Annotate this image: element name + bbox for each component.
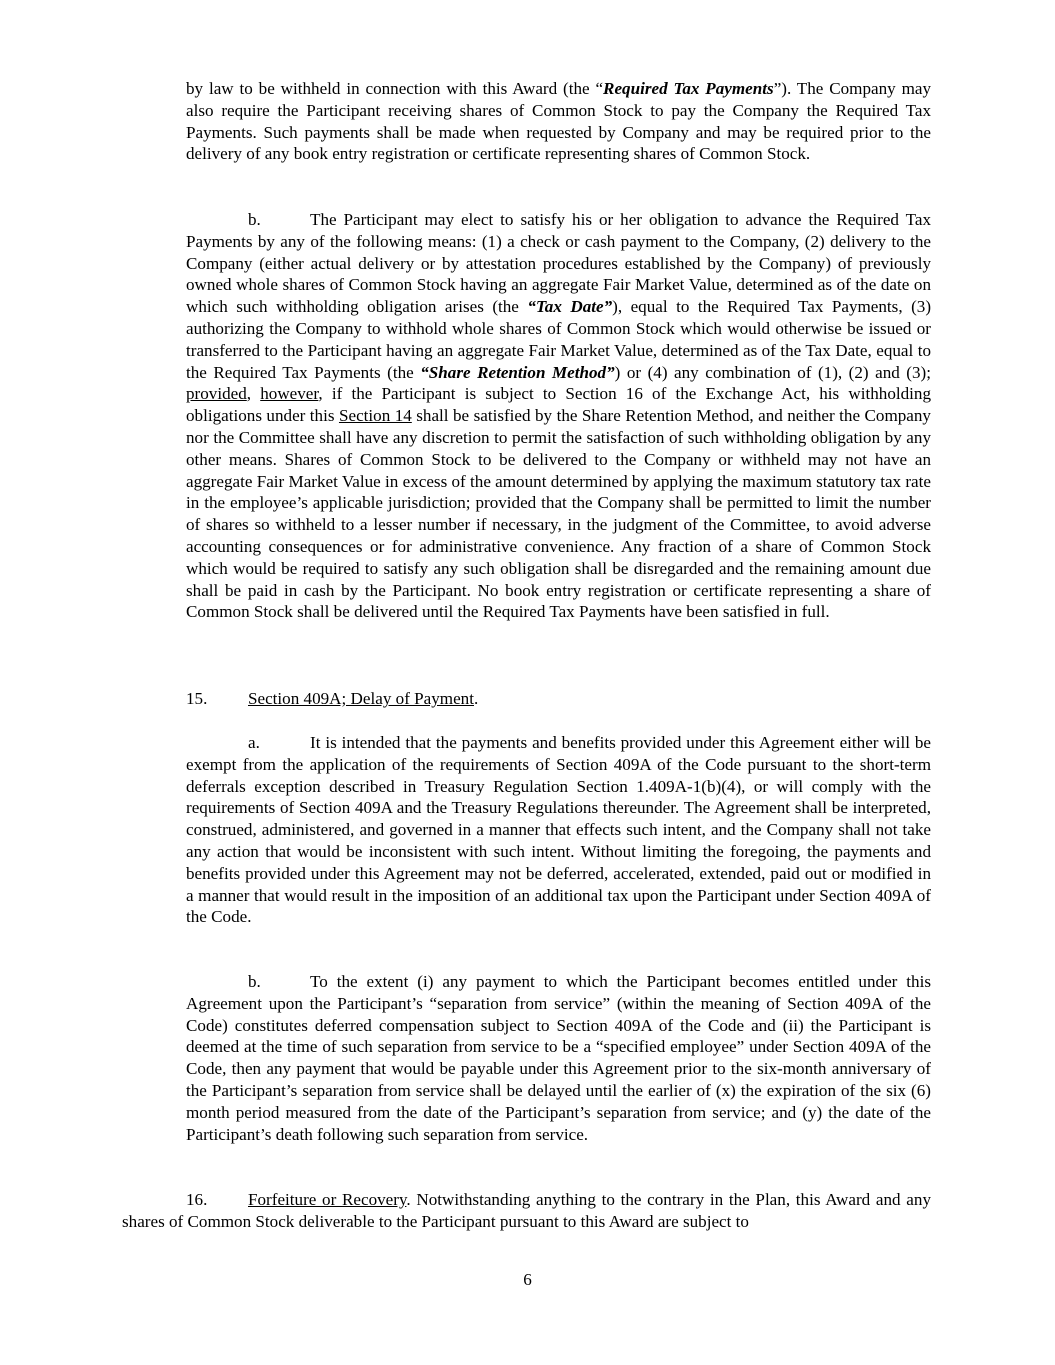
section-number: 15.: [186, 689, 208, 708]
text-span: ), equal to the Required Tax Payments, (3) authorizing the Company to withhold whole shares of Common Stock which would otherwise be issued or transferred to the Participant having an aggregate Fair Market Value, determined as of the Tax Date, equal to the Required Tax Payments (the: [186, 297, 932, 382]
text-span: ”). The Company may also require the Participant receiving shares of Common Stock to pay the Company the Required Tax Payments. Such payments shall be made when requested by Company and may be required prior to the delivery of any book entry registration or certificate representing shares of Common Stock.: [186, 79, 931, 164]
list-marker: b.: [248, 972, 261, 991]
text-span: .: [473, 689, 479, 708]
section-15-paragraph-a: [186, 732, 931, 928]
defined-term: “Tax Date”: [527, 297, 613, 317]
underlined-term: however: [260, 384, 319, 404]
section-reference: Section 14: [338, 406, 412, 426]
tax-paragraph-a: [186, 78, 931, 165]
text-span: It is intended that the payments and benefits provided under this Agreement either will be exempt from the application of the requirements of Section 409A of the Code pursuant to the short-term deferrals exception described in Treasury Regulation Section 1.409A-1(b)(4), or will comply with the requirements of Section 409A and the Treasury Regulations thereunder. The Agreement shall be interpreted, construed, administered, and governed in a manner that effects such intent, and the Company shall not take any action that would be inconsistent with such intent. Without limiting the foregoing, the payments and benefits provided under this Agreement may not be deferred, accelerated, extended, paid out or modified in a manner that would result in the imposition of an additional tax upon the Participant under Section 409A of the Code.: [186, 733, 931, 927]
text-span: by law to be withheld in connection with this Award (the “: [186, 79, 604, 98]
list-marker: b.: [248, 210, 261, 229]
text-span: . Notwithstanding anything to the contrary in the Plan, this Award and any shares of Common Stock deliverable to the Participant pursuant to this Award are subject to: [122, 1190, 931, 1231]
section-15-heading: [186, 688, 931, 710]
section-heading: Section 409A; Delay of Payment: [248, 689, 474, 708]
text-span: To the extent (i) any payment to which the Participant becomes entitled under this Agreement upon the Participant’s “separation from service” (within the meaning of Section 409A of the Code) constitutes deferred compensation subject to Section 409A of the Code and (ii) the Participant is deemed at the time of such separation from service to be a “specified employee” under Section 409A of the Code, then any payment that would be payable under this Agreement prior to the six-month anniversary of the Participant’s separation from service shall be delayed until the earlier of (x) the expiration of the six (6) month period measured from the date of the Participant’s separation from service; and (y) the date of the Participant’s death following such separation from service.: [186, 972, 931, 1144]
text-span: ,: [246, 384, 261, 404]
tax-paragraph-b: [186, 209, 931, 623]
text-span: ) or (4) any combination of (1), (2) and (3);: [614, 362, 931, 382]
text-span: shall be satisfied by the Share Retention Method, and neither the Company nor the Committee shall have any discretion to permit the satisfaction of such withholding obligation by any other means. Shares of Common Stock to be delivered to the Company or withheld may not have an aggregate Fair Market Value in excess of the amount determined by applying the maximum statutory tax rate in the employee’s applicable jurisdiction; provided that the Company shall be permitted to limit the number of shares so withheld to a lesser number if necessary, in the judgment of the Committee, to avoid adverse accounting consequences or for administrative convenience. Any fraction of a share of Common Stock which would be required to satisfy any such obligation shall be disregarded and the remaining amount due shall be paid in cash by the Participant. No book entry registration or certificate representing a share of Common Stock shall be delivered until the Required Tax Payments have been satisfied in full.: [186, 406, 931, 622]
section-heading: Forfeiture or Recovery: [248, 1190, 407, 1209]
page-number: 6: [523, 1270, 532, 1289]
section-16-paragraph: [122, 1189, 931, 1233]
section-number: 16.: [186, 1190, 208, 1209]
text-span: , if the Participant is subject to Section 16 of the Exchange Act, his withholding obligations under this: [186, 384, 932, 426]
list-marker: a.: [248, 733, 260, 752]
section-15-paragraph-b: [186, 971, 931, 1145]
underlined-term: provided: [186, 384, 247, 404]
defined-term: Required Tax Payments: [603, 79, 774, 98]
defined-term: “Share Retention Method”: [420, 362, 615, 382]
text-span: The Participant may elect to satisfy his or her obligation to advance the Required Tax Payments by any of the following means: (1) a check or cash payment to the Company, (2) delivery to the Company (either actual delivery or by attestation procedures established by the Company) of previously owned whole shares of Common Stock having an aggregate Fair Market Value, determined as of the date on which such withholding obligation arises (the: [186, 210, 931, 317]
